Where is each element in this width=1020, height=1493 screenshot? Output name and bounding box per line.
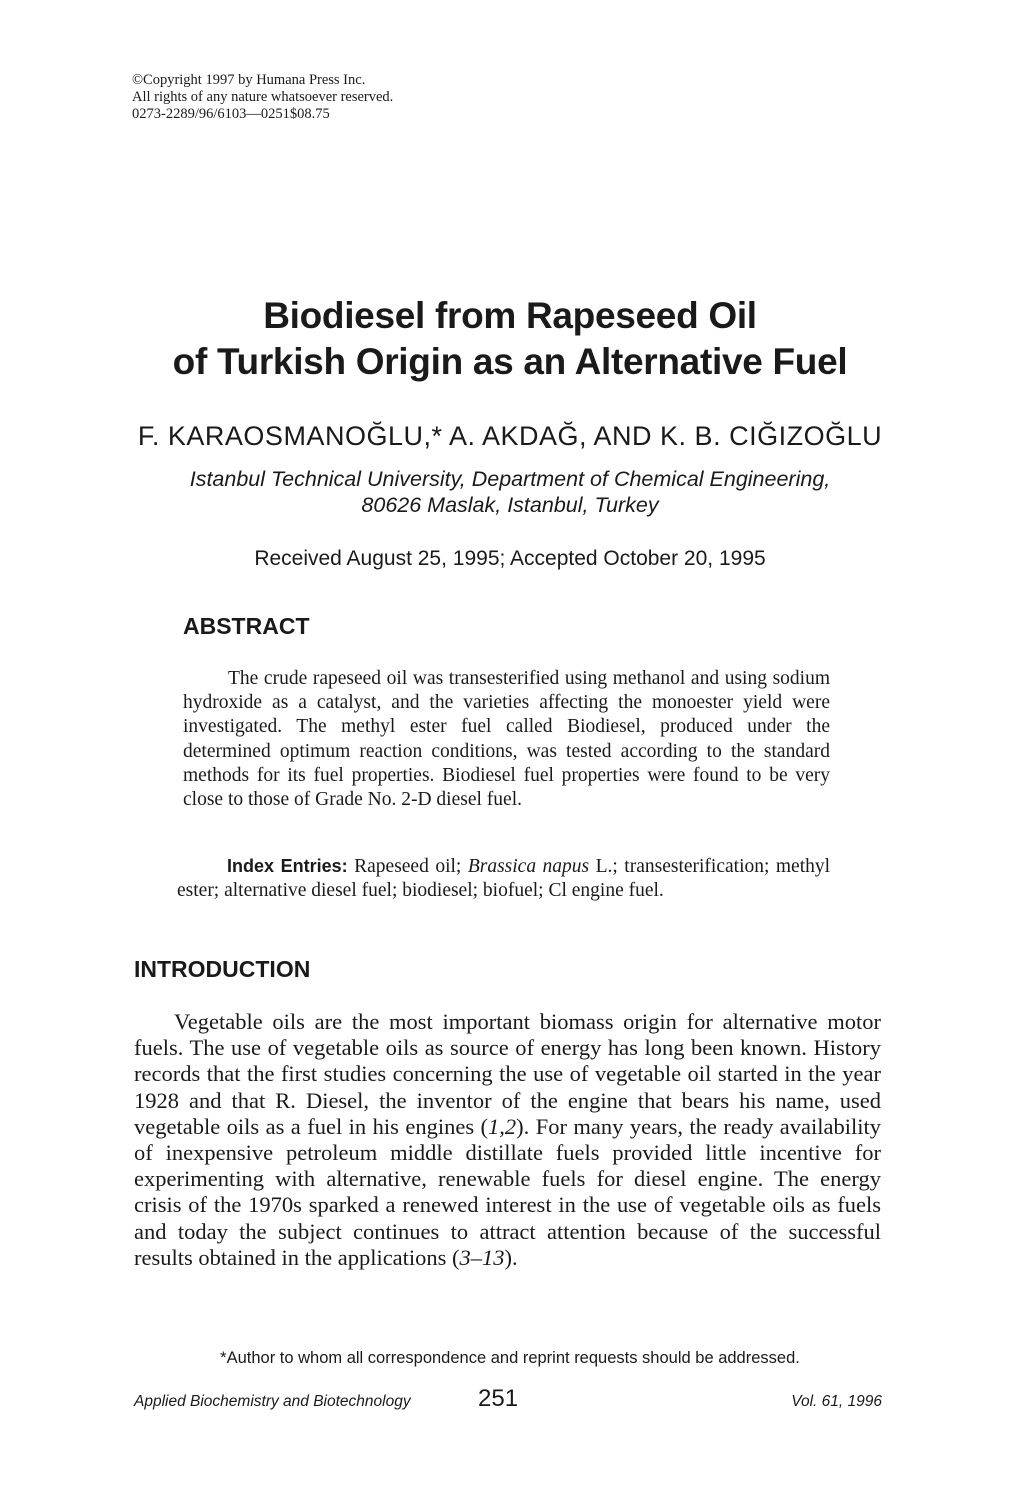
received-dates: Received August 25, 1995; Accepted October 20, 1995 <box>254 547 766 570</box>
author-list: F. KARAOSMANOĞLU,* A. AKDAĞ, AND K. B. CIĞIZOĞLU <box>137 421 883 451</box>
index-entries <box>177 854 830 903</box>
abstract-heading: ABSTRACT <box>183 613 310 639</box>
index-entries-part2: L.; transesterification; methyl ester; alternative diesel fuel; biodiesel; biofuel; Cl engine fuel. <box>177 856 831 902</box>
citation-ref-2: 3–13 <box>459 1244 505 1270</box>
rights-line: All rights of any nature whatsoever reserved. <box>132 89 394 105</box>
intro-text-1: Vegetable oils are the most important biomass origin for alternative motor fuels. The use of vegetable oils as source of energy has long been known. History records that the first studies concerning the use of vegetable oil started in the year 1928 and that R. Diesel, the inventor of the engine that bears his name, used vegetable oils as a fuel in his engines ( <box>134 1009 881 1139</box>
issn-line: 0273-2289/96/6103—0251$08.75 <box>132 106 330 122</box>
introduction-paragraph <box>134 1009 881 1271</box>
page-number: 251 <box>478 1385 519 1412</box>
journal-name: Applied Biochemistry and Biotechnology <box>134 1393 411 1410</box>
affiliation-line-1: Istanbul Technical University, Department of Chemical Engineering, <box>189 467 831 491</box>
abstract-body: The crude rapeseed oil was transesterified using methanol and using sodium hydroxide as a catalyst, and the varieties affecting the monoester yield were investigated. The methyl ester fuel called Biodiesel, produced under the determined optimum reaction conditions, was tested according to the standard methods for its fuel properties. Biodiesel fuel properties were found to be very close to those of Grade No. 2-D diesel fuel. <box>183 668 830 811</box>
title-line-1: Biodiesel from Rapeseed Oil <box>263 295 757 336</box>
author-footnote: *Author to whom all correspondence and reprint requests should be addressed. <box>220 1349 800 1367</box>
affiliation-line-2: 80626 Maslak, Istanbul, Turkey <box>361 493 659 517</box>
citation-ref-1: 1,2 <box>488 1113 517 1139</box>
index-entries-label: Index Entries: <box>227 856 348 876</box>
copyright-notice <box>132 72 393 123</box>
affiliation <box>0 466 1020 518</box>
volume-info: Vol. 61, 1996 <box>791 1393 882 1410</box>
paper-title <box>0 293 1020 385</box>
copyright-line: ©Copyright 1997 by Humana Press Inc. <box>132 72 366 88</box>
intro-text-3: ). <box>504 1244 518 1270</box>
introduction-heading: INTRODUCTION <box>134 956 311 982</box>
index-entries-part1: Rapeseed oil; <box>354 856 462 877</box>
title-line-2: of Turkish Origin as an Alternative Fuel <box>172 341 848 382</box>
index-entries-species: Brassica napus <box>467 856 590 877</box>
intro-text-2: ). For many years, the ready availability of inexpensive petroleum middle distillate fuels provided little incentive for experimenting with alternative, renewable fuels for diesel engine. The energy crisis of the 1970s sparked a renewed interest in the use of vegetable oils as fuels and today the subject continues to attract attention because of the successful results obtained in the applications ( <box>134 1113 881 1270</box>
